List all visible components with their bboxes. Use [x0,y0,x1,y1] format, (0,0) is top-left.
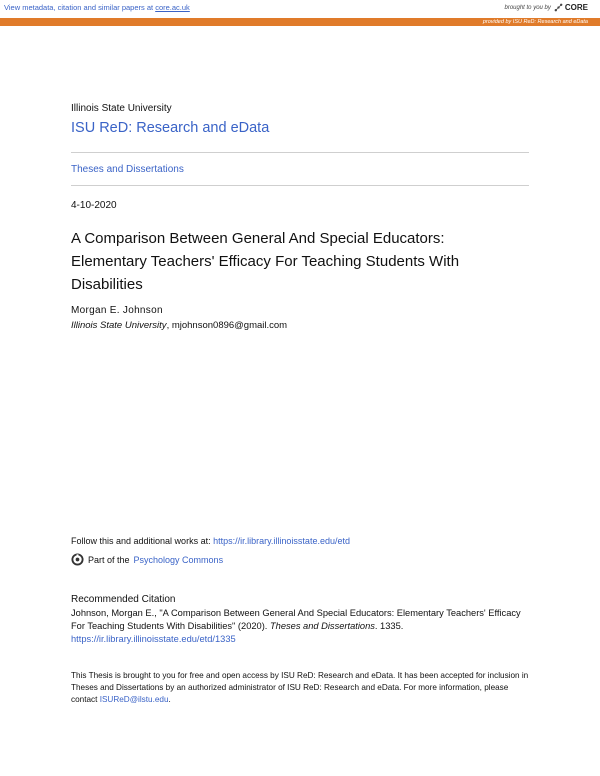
core-logo-icon [554,3,563,12]
follow-text: Follow this and additional works at: [71,536,214,546]
provided-by-text: provided by ISU ReD: Research and eData [482,19,588,25]
citation-url-link[interactable]: https://ir.library.illinoisstate.edu/etd/1335 [71,634,236,644]
core-metadata-link[interactable] [4,3,190,12]
brought-to-you-by [505,3,589,12]
paper-title: A Comparison Between General And Special Educators: Elementary Teachers' Efficacy For Teaching Students With Disabilities [71,230,460,293]
network-icon [71,553,84,566]
core-header-bar [0,0,600,18]
notice-text: This Thesis is brought to you for free and open access by ISU ReD: Research and eData. It has been accepted for inclusion in Theses and Dissertations by an authorized administrator of ISU ReD: Research and eData. For more information, please contact [71,671,529,704]
access-notice [71,670,531,706]
author-name: Morgan E. Johnson [71,305,163,316]
divider [71,185,529,186]
brought-text: brought to you by [504,4,551,11]
author-email: , mjohnson0896@gmail.com [166,320,288,331]
follow-url-link[interactable]: https://ir.library.illinoisstate.edu/etd [213,536,350,546]
citation-series: Theses and Dissertations [269,621,375,631]
repository-link[interactable]: ISU ReD: Research and eData [71,120,270,136]
core-link-text: View metadata, citation and similar papers at [4,3,156,12]
core-logo[interactable] [554,3,588,12]
citation-text [71,607,531,646]
provider-bar [0,18,600,26]
institution-name: Illinois State University [71,103,172,114]
part-prefix: Part of the [88,554,130,565]
divider [71,152,529,153]
follow-works [71,536,350,546]
part-of-commons [71,553,223,566]
author-affiliation [71,320,287,331]
core-logo-label: CORE [564,3,588,12]
citation-heading: Recommended Citation [71,594,176,605]
notice-end: . [168,695,171,704]
publication-date: 4-10-2020 [71,200,117,211]
contact-email-link[interactable]: ISUReD@ilstu.edu [99,695,169,704]
core-ac-uk-link[interactable]: core.ac.uk [155,3,190,12]
citation-main: Johnson, Morgan E., "A Comparison Between General And Special Educators: Elementary Teachers' Efficacy For Teaching Students With Disabilities" (2020). [71,608,521,631]
affiliation-name: Illinois State University [71,320,167,331]
series-link[interactable]: Theses and Dissertations [71,164,184,175]
citation-number: . 1335. [374,621,404,631]
psychology-commons-link[interactable]: Psychology Commons [133,554,224,565]
